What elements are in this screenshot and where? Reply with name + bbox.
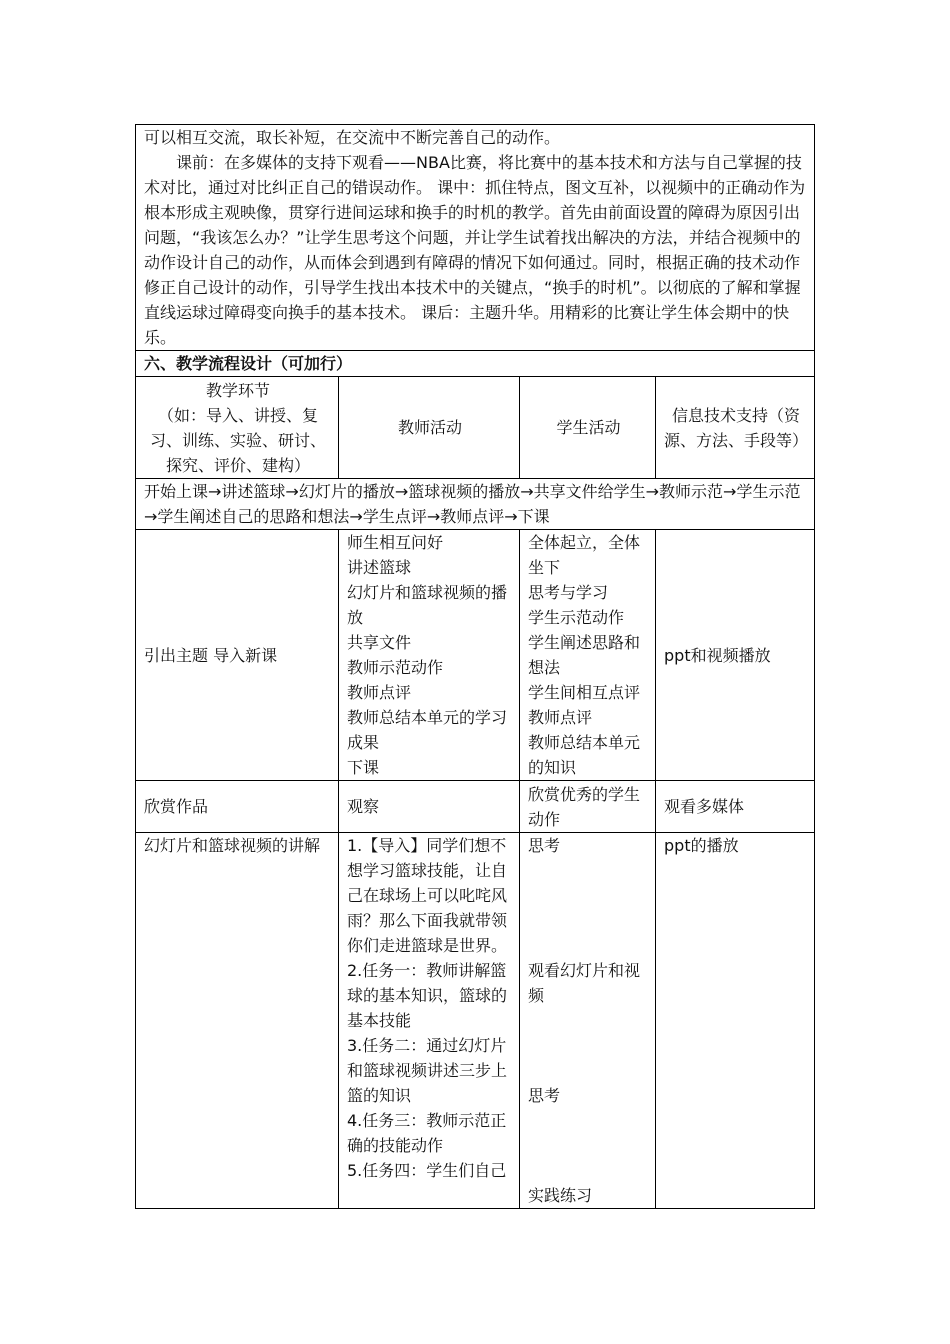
list-item: 3.任务二：通过幻灯片和篮球视频讲述三步上篮的知识 [347,1036,508,1105]
list-item: 教师点评 [528,708,593,727]
list-item: 1.【导入】同学们想不想学习篮球技能，让自己在球场上可以叱咤风雨？那么下面我就带领你们走进篮球是世界。 [347,836,508,955]
stage-cell: 欣赏作品 [136,781,339,833]
list-item: 共享文件 [347,633,412,652]
stage-cell: 引出主题 导入新课 [136,530,339,781]
list-item: 教师示范动作 [347,658,444,677]
teacher-activity-cell [339,833,520,1209]
list-item: 观看幻灯片和视频 [528,961,641,1005]
list-item: 思考 [528,836,561,855]
tech-cell: 观看多媒体 [656,781,815,833]
flow-row [136,479,815,530]
list-item: 学生间相互点评 [528,683,641,702]
header-tech: 信息技术支持（资源、方法、手段等） [656,377,815,479]
lesson-table [135,124,815,1209]
list-item: 2.任务一：教师讲解篮球的基本知识，篮球的基本技能 [347,961,508,1030]
student-activity-cell: 欣赏优秀的学生动作 [520,781,656,833]
list-item: 学生示范动作 [528,608,625,627]
list-item: 实践练习 [528,1186,593,1205]
student-activity-cell [520,530,656,781]
header-stage: 教学环节 （如：导入、讲授、复习、训练、实验、研讨、探究、评价、建构） [136,377,339,479]
header-teacher: 教师活动 [339,377,520,479]
table-row [136,781,815,833]
header-row [136,377,815,479]
list-item: 全体起立，全体坐下 [528,533,641,577]
list-item: 师生相互问好 [347,533,444,552]
list-item: 教师总结本单元的知识 [528,733,641,777]
list-item: 4.任务三：教师示范正确的技能动作 [347,1111,507,1155]
header-student: 学生活动 [520,377,656,479]
list-item: 教师总结本单元的学习成果 [347,708,508,752]
tech-cell: ppt的播放 [656,833,815,1209]
tech-cell: ppt和视频播放 [656,530,815,781]
stage-cell: 幻灯片和篮球视频的讲解 [136,833,339,1209]
section-title: 六、教学流程设计（可加行） [136,351,815,377]
list-item: 下课 [347,758,380,777]
intro-paragraph: 课前：在多媒体的支持下观看——NBA比赛，将比赛中的基本技术和方法与自己掌握的技术对比，通过对比纠正自己的错误动作。 课中：抓住特点，图文互补，以视频中的正确动作为根本形成主观映像，贯穿行进间运球和换手的时机的教学。首先由前面设置的障碍为原因引出问题，“我该怎么办？”让学生思考这个问题，并让学生试着找出解决的方法，并结合视频中的动作设计自己的动作，从而体会到遇到有障碍的情况下如何通过。同时，根据正确的技术动作修正自己设计的动作，引导学生找出本技术中的关键点，“换手的时机”。以彻底的了解和掌握直线运球过障碍变向换手的基本技术。 课后：主题升华。用精彩的比赛让学生体会期中的快乐。 [144,153,806,347]
teacher-activity-cell [339,530,520,781]
table-row [136,833,815,1209]
list-item: 幻灯片和篮球视频的播放 [347,583,508,627]
student-activity-cell [520,833,656,1209]
list-item: 思考 [528,1086,561,1105]
list-item: 讲述篮球 [347,558,412,577]
intro-cell [136,125,815,351]
list-item: 思考与学习 [528,583,609,602]
list-item: 学生阐述思路和想法 [528,633,641,677]
flow-line: 开始上课→讲述篮球→幻灯片的播放→篮球视频的播放→共享文件给学生→教师示范→学生示范→学生阐述自己的思路和想法→学生点评→教师点评→下课 [136,479,815,530]
list-item: 教师点评 [347,683,412,702]
intro-line-1: 可以相互交流，取长补短，在交流中不断完善自己的动作。 [144,128,561,147]
intro-row [136,125,815,351]
document-page [135,124,814,1209]
section-title-row [136,351,815,377]
table-row [136,530,815,781]
list-item: 5.任务四：学生们自己 [347,1161,507,1180]
teacher-activity-cell: 观察 [339,781,520,833]
